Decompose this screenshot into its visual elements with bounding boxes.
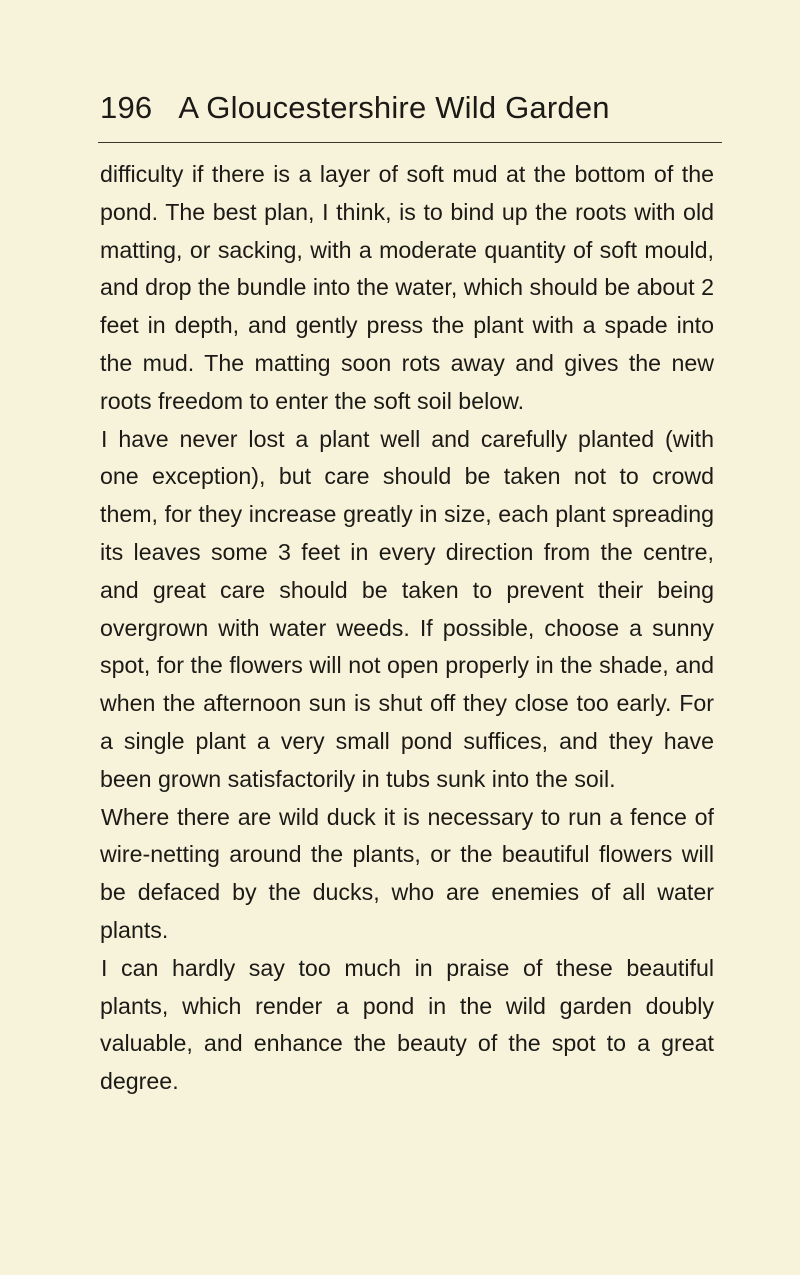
paragraph-1: difficulty if there is a layer of soft mud at the bottom of the pond. The best plan, I think, is to bind up the roots with old matting, or sacking, with a moderate quantity of soft mould, and drop the bundle into the water, which should be about 2 feet in depth, and gently press the plant with a spade into the mud. The matting soon rots away and gives the new roots freedom to enter the soft soil below. bbox=[100, 161, 714, 414]
header-rule bbox=[98, 142, 722, 143]
page-number: 196 bbox=[100, 90, 153, 125]
running-head bbox=[100, 88, 720, 138]
body-text bbox=[100, 156, 714, 1101]
running-title: A Gloucestershire Wild Garden bbox=[178, 90, 610, 125]
paragraph-4: I can hardly say too much in praise of these beautiful plants, which render a pond in the wild garden doubly valuable, and enhance the beauty of the spot to a great degree. bbox=[100, 954, 714, 1095]
paragraph-3: Where there are wild duck it is necessary to run a fence of wire-netting around the plants, or the beautiful flowers will be defaced by the ducks, who are enemies of all water plants. bbox=[100, 803, 714, 943]
paragraph-2: I have never lost a plant well and carefully planted (with one exception), but care should be taken not to crowd them, for they increase greatly in size, each plant spreading its leaves some 3 feet in every direction from the centre, and great care should be taken to prevent their being overgrown with water weeds. If possible, choose a sunny spot, for the flowers will not open properly in the shade, and when the afternoon sun is shut off they close too early. For a single plant a very small pond suffices, and they have been grown satisfactorily in tubs sunk into the soil. bbox=[100, 425, 714, 792]
